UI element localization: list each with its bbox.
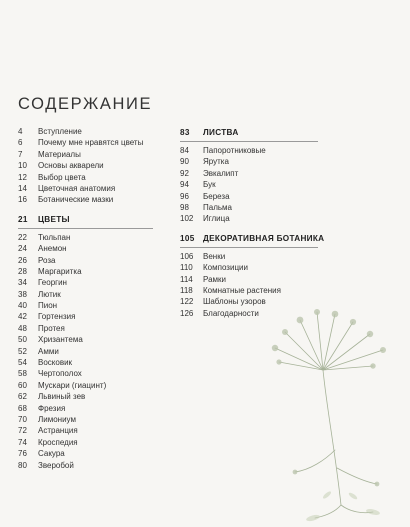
toc-entry[interactable] [18,232,168,243]
entry-page-number: 110 [180,263,193,273]
entry-title: Эвкалипт [203,168,239,178]
entry-page-number: 50 [18,335,27,345]
entry-title: Анемон [38,244,67,254]
entry-title: Роза [38,255,56,265]
entry-title: Вступление [38,127,82,136]
toc-entry[interactable] [180,156,380,167]
entry-page-number: 126 [180,308,194,318]
page-title: СОДЕРЖАНИЕ [18,95,153,113]
toc-entry[interactable] [180,251,380,262]
toc-entry[interactable] [18,137,168,148]
toc-entry[interactable] [18,311,168,322]
entry-page-number: 80 [18,460,27,470]
entry-title: Пальма [203,202,232,212]
toc-entry[interactable] [18,160,168,171]
toc-entry[interactable] [18,403,168,414]
toc-entry[interactable] [18,255,168,266]
entry-title: Папоротниковые [203,146,266,155]
entry-page-number: 94 [180,180,189,190]
entry-title: Основы акварели [38,161,104,171]
toc-entry[interactable] [18,357,168,368]
entry-title: Восковик [38,358,73,368]
entry-page-number: 84 [180,146,189,155]
entry-page-number: 70 [18,414,27,424]
entry-title: Чертополох [38,369,82,379]
entry-title: Шаблоны узоров [203,297,266,307]
entry-page-number: 28 [18,266,27,276]
entry-page-number: 114 [180,274,193,284]
section-page-number: 105 [180,233,195,243]
umbel-flower-watercolor-icon [255,300,410,527]
section-heading-leaves[interactable] [180,126,380,140]
entry-page-number: 10 [18,161,27,171]
entry-title: Выбор цвета [38,172,86,182]
section-heading-decor[interactable] [180,232,380,246]
entry-title: Фрезия [38,403,66,413]
section-rule [180,141,318,142]
entry-page-number: 48 [18,323,27,333]
toc-entry[interactable] [18,425,168,436]
toc-entry[interactable] [18,380,168,391]
entry-title: Протея [38,323,65,333]
toc-entry[interactable] [18,277,168,288]
entry-page-number: 58 [18,369,27,379]
entry-page-number: 92 [180,168,189,178]
entry-page-number: 98 [180,202,189,212]
entry-title: Береза [203,191,230,201]
entry-title: Рамки [203,274,226,284]
entry-page-number: 24 [18,244,27,254]
toc-entry[interactable] [180,262,380,273]
entry-page-number: 106 [180,251,194,261]
entry-page-number: 4 [18,127,23,136]
leaves-list [180,145,380,225]
toc-entry[interactable] [18,460,168,471]
entry-page-number: 96 [180,191,189,201]
toc-entry[interactable] [180,179,380,190]
entry-page-number: 60 [18,380,27,390]
entry-title: Астранция [38,426,78,436]
toc-entry[interactable] [180,213,380,224]
entry-page-number: 7 [18,149,23,159]
entry-title: Ярутка [203,157,229,167]
section-title: ДЕКОРАТИВНАЯ БОТАНИКА [203,233,325,243]
entry-title: Кроспедия [38,437,78,447]
toc-entry[interactable] [18,243,168,254]
entry-page-number: 14 [18,183,27,193]
entry-page-number: 6 [18,138,23,148]
entry-title: Благодарности [203,308,259,318]
toc-entry[interactable] [18,172,168,183]
toc-entry[interactable] [180,202,380,213]
entry-title: Амми [38,346,59,356]
toc-entry[interactable] [180,168,380,179]
entry-title: Материалы [38,149,81,159]
entry-page-number: 40 [18,301,27,311]
toc-entry[interactable] [180,285,380,296]
toc-entry[interactable] [18,183,168,194]
entry-title: Лютик [38,289,61,299]
entry-title: Львиный зев [38,392,86,402]
toc-entry[interactable] [18,266,168,277]
entry-page-number: 118 [180,285,193,295]
entry-title: Сакура [38,449,65,459]
entry-title: Почему мне нравятся цветы [38,138,144,148]
entry-title: Хризантема [38,335,83,345]
entry-title: Зверобой [38,460,74,470]
toc-entry[interactable] [18,448,168,459]
section-page-number: 21 [18,214,28,224]
entry-title: Мускари (гиацинт) [38,380,107,390]
entry-title: Лимониум [38,414,76,424]
entry-page-number: 74 [18,437,27,447]
entry-page-number: 54 [18,358,27,368]
toc-entry[interactable] [18,334,168,345]
entry-page-number: 38 [18,289,27,299]
section-heading-flowers[interactable] [18,213,168,227]
entry-page-number: 76 [18,449,27,459]
section-rule [180,247,318,248]
entry-title: Пион [38,301,58,311]
intro-list [18,126,168,206]
toc-entry[interactable] [180,274,380,285]
entry-title: Цветочная анатомия [38,183,116,193]
entry-page-number: 34 [18,278,27,288]
toc-entry[interactable] [18,323,168,334]
contents-column-left [18,126,168,471]
entry-page-number: 52 [18,346,27,356]
toc-entry[interactable] [18,300,168,311]
entry-title: Комнатные растения [203,285,281,295]
entry-page-number: 26 [18,255,27,265]
toc-entry[interactable] [18,346,168,357]
entry-title: Композиции [203,263,248,273]
entry-title: Ботанические мазки [38,195,114,205]
entry-title: Иглица [203,214,230,224]
toc-entry[interactable] [18,126,168,137]
toc-entry[interactable] [180,191,380,202]
entry-page-number: 102 [180,214,194,224]
entry-page-number: 122 [180,297,194,307]
entry-title: Тюльпан [38,232,71,242]
toc-entry[interactable] [18,437,168,448]
entry-page-number: 62 [18,392,27,402]
flowers-list [18,232,168,471]
contents-column-right [180,126,380,319]
section-title: ЦВЕТЫ [38,214,70,224]
toc-entry[interactable] [18,289,168,300]
section-page-number: 83 [180,128,190,137]
entry-title: Гортензия [38,312,76,322]
entry-title: Маргаритка [38,266,82,276]
entry-title: Бук [203,180,216,190]
entry-title: Георгин [38,278,67,288]
section-rule [18,228,153,229]
toc-entry[interactable] [18,149,168,160]
entry-page-number: 22 [18,232,27,242]
entry-page-number: 12 [18,172,27,182]
toc-entry[interactable] [180,145,380,156]
toc-entry[interactable] [18,414,168,425]
entry-title: Венки [203,251,226,261]
entry-page-number: 16 [18,195,27,205]
toc-entry[interactable] [18,368,168,379]
entry-page-number: 90 [180,157,189,167]
toc-entry[interactable] [18,194,168,205]
entry-page-number: 42 [18,312,27,322]
entry-page-number: 68 [18,403,27,413]
toc-entry[interactable] [18,391,168,402]
section-title: ЛИСТВА [203,128,239,137]
entry-page-number: 72 [18,426,27,436]
